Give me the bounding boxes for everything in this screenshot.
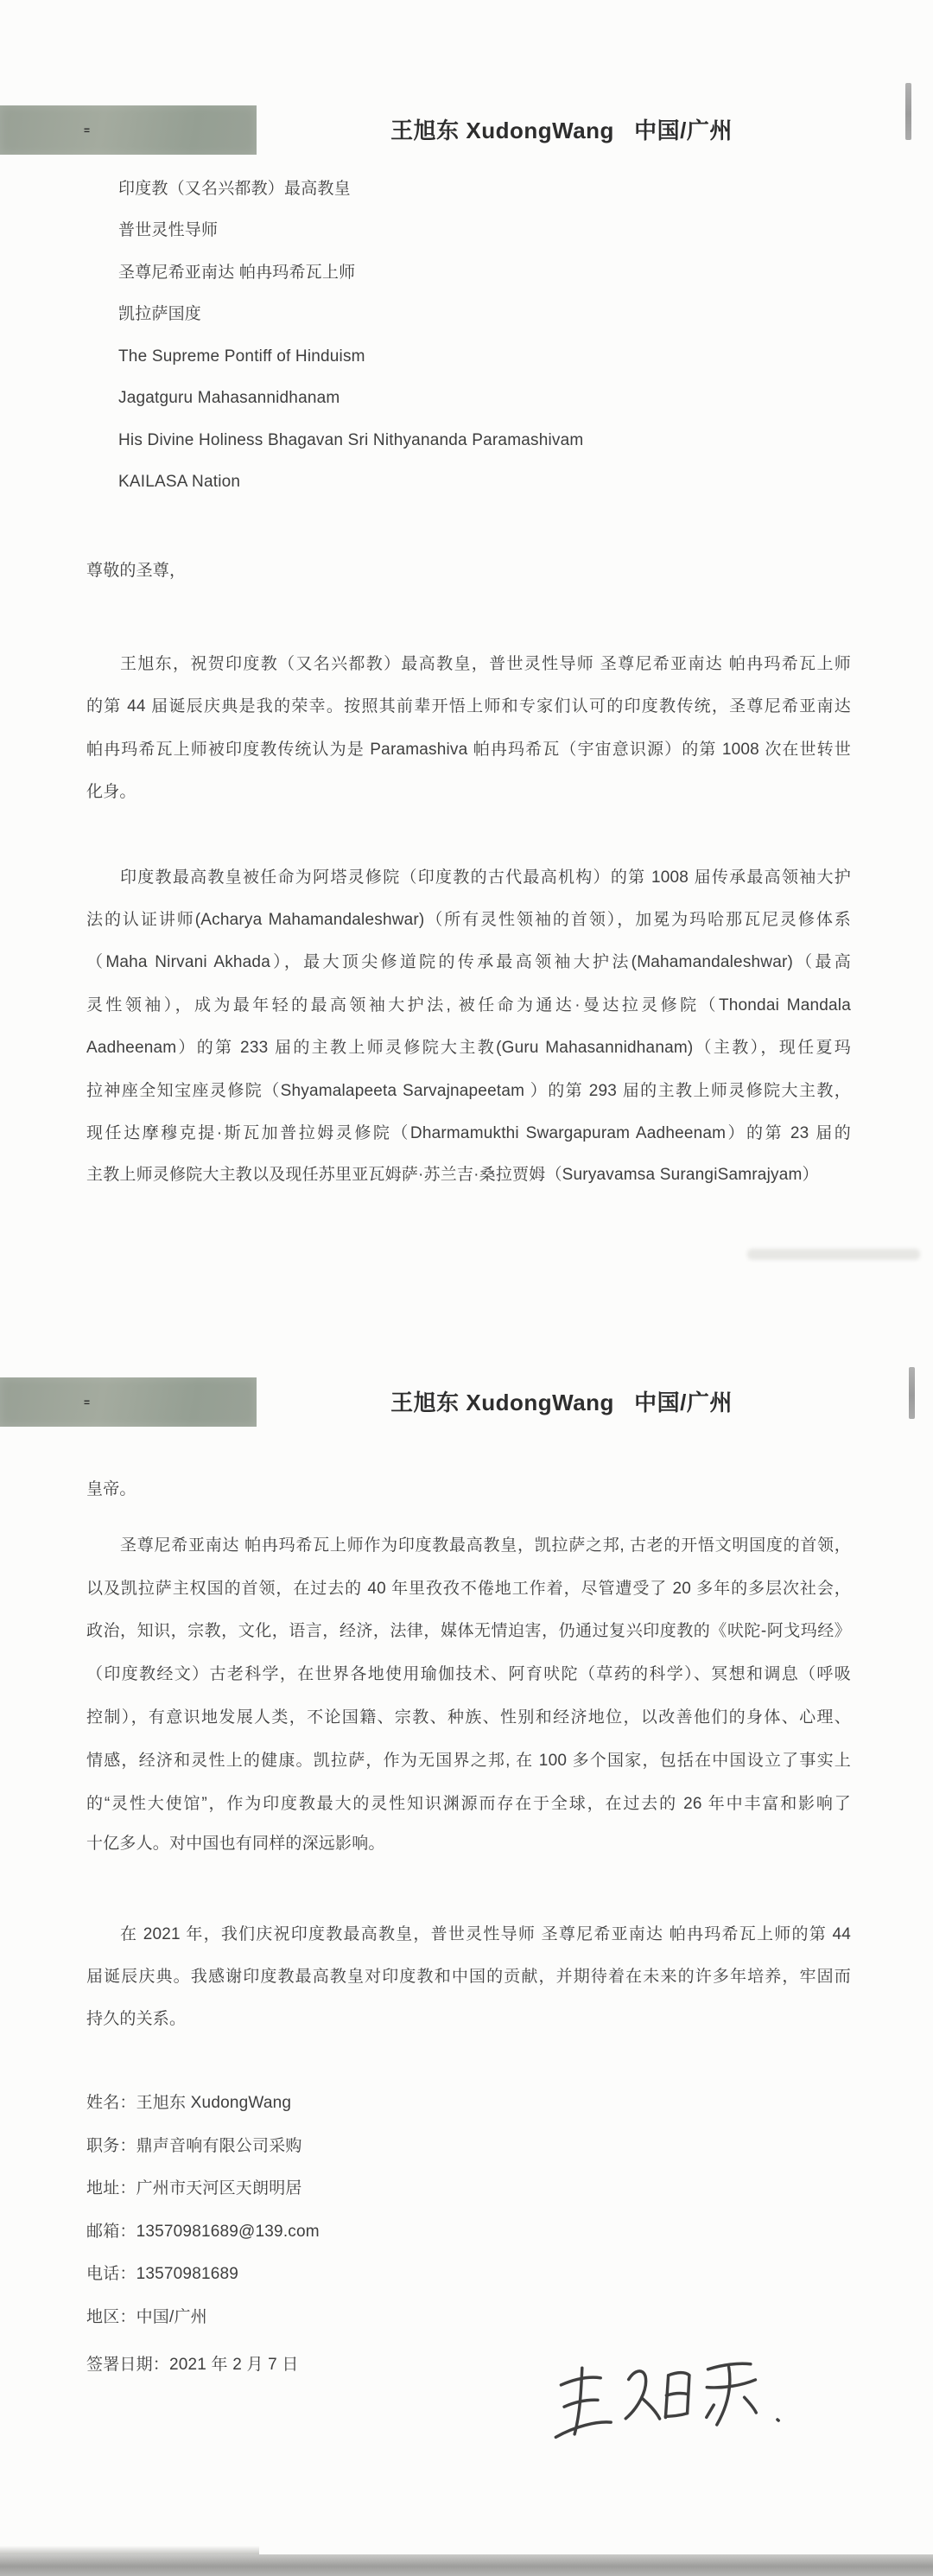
paragraph-line: 在 2021 年，我们庆祝印度教最高教皇，普世灵性导师 圣尊尼希亚南达 帕冉玛希瓦上师的第 44 bbox=[120, 1925, 851, 1943]
redaction-block-page2 bbox=[0, 1377, 257, 1427]
signer-email-line: 邮箱：13570981689@139.com bbox=[86, 2223, 320, 2241]
signer-name-line: 姓名：王旭东 XudongWang bbox=[86, 2094, 292, 2112]
handwritten-signature bbox=[542, 2337, 807, 2471]
scan-binding-mark-page1 bbox=[905, 83, 911, 140]
handwritten-signature-strokes bbox=[542, 2337, 807, 2471]
signing-date-line: 签署日期：2021 年 2 月 7 日 bbox=[86, 2356, 299, 2374]
intro-line: 印度教（又名兴都教）最高教皇 bbox=[118, 180, 351, 198]
paragraph-line: 政治，知识，宗教，文化，语言，经济，法律，媒体无情迫害，仍通过复兴印度教的《吠陀-阿戈玛经》 bbox=[86, 1622, 851, 1640]
scan-edge-band bbox=[0, 2554, 933, 2576]
paragraph-line: 届诞辰庆典。我感谢印度教最高教皇对印度教和中国的贡献，并期待着在未来的许多年培养，牢固而 bbox=[86, 1968, 851, 1986]
paragraph-line: 十亿多人。对中国也有同样的深远影响。 bbox=[86, 1835, 385, 1853]
intro-line: KAILASA Nation bbox=[118, 473, 241, 491]
intro-line: 普世灵性导师 bbox=[118, 221, 219, 239]
intro-line: His Divine Holiness Bhagavan Sri Nithyananda Paramashivam bbox=[118, 431, 584, 449]
paragraph-line: 灵性领袖），成为最年轻的最高领袖大护法, 被任命为通达·曼达拉灵修院（Thondai Mandala bbox=[86, 996, 851, 1014]
signer-position-line: 职务：鼎声音响有限公司采购 bbox=[86, 2137, 302, 2155]
redaction-equals-mark-page2: = bbox=[84, 1396, 91, 1409]
paragraph-line: （Maha Nirvani Akhada），最大顶尖修道院的传承最高领袖大护法(Mahamandaleshwar)（最高 bbox=[86, 953, 851, 971]
redaction-block-page1 bbox=[0, 105, 257, 155]
redaction-equals-mark-page1: = bbox=[84, 124, 91, 137]
paragraph-line: 控制），有意识地发展人类，不论国籍、宗教、种族、性别和经济地位，以改善他们的身体、心理、 bbox=[86, 1708, 851, 1727]
paragraph-line: 情感，经济和灵性上的健康。凯拉萨，作为无国界之邦, 在 100 多个国家，包括在中国设立了事实上 bbox=[86, 1752, 851, 1770]
paragraph-line: 印度教最高教皇被任命为阿塔灵修院（印度教的古代最高机构）的第 1008 届传承最高领袖大护 bbox=[120, 868, 851, 887]
paragraph-line: Aadheenam）的第 233 届的主教上师灵修院大主教(Guru Mahasannidhanam)（主教），现任夏玛 bbox=[86, 1039, 851, 1057]
intro-line: Jagatguru Mahasannidhanam bbox=[118, 389, 340, 407]
paragraph-line: 拉神座全知宝座灵修院（Shyamalapeeta Sarvajnapeetam ）的第 293 届的主教上师灵修院大主教， bbox=[86, 1082, 851, 1100]
signer-region-line: 地区：中国/广州 bbox=[86, 2308, 207, 2326]
paragraph-line: 化身。 bbox=[86, 783, 136, 801]
page1-title: 王旭东 XudongWang 中国/广州 bbox=[390, 118, 733, 143]
paragraph-line: 的第 44 届诞辰庆典是我的荣幸。按照其前辈开悟上师和专家们认可的印度教传统，圣尊尼希亚南达 bbox=[86, 697, 851, 716]
paragraph-line: 现任达摩穆克提·斯瓦加普拉姆灵修院（Dharmamukthi Swargapuram Aadheenam）的第 23 届的 bbox=[86, 1124, 851, 1142]
paragraph-line: 法的认证讲师(Acharya Mahamandaleshwar)（所有灵性领袖的首领），加冕为玛哈那瓦尼灵修体系 bbox=[86, 911, 851, 929]
paragraph-line: 的“灵性大使馆”，作为印度教最大的灵性知识渊源而存在于全球，在过去的 26 年中丰富和影响了 bbox=[86, 1795, 851, 1813]
salutation: 尊敬的圣尊， bbox=[86, 562, 187, 580]
signer-phone-line: 电话：13570981689 bbox=[86, 2265, 239, 2283]
intro-line: 圣尊尼希亚南达 帕冉玛希瓦上师 bbox=[118, 264, 356, 282]
paragraph-line: 持久的关系。 bbox=[86, 2010, 187, 2028]
paragraph-line: 圣尊尼希亚南达 帕冉玛希瓦上师作为印度教最高教皇，凯拉萨之邦, 古老的开悟文明国度的首领， bbox=[120, 1536, 851, 1555]
paragraph-line: 主教上师灵修院大主教以及现任苏里亚瓦姆萨·苏兰吉·桑拉贾姆（Suryavamsa SurangiSamrajyam） bbox=[86, 1166, 819, 1184]
continuation-line: 皇帝。 bbox=[86, 1480, 136, 1498]
paragraph-line: 帕冉玛希瓦上师被印度教传统认为是 Paramashiva 帕冉玛希瓦（宇宙意识源）的第 1008 次在世转世 bbox=[86, 741, 851, 759]
page2-title: 王旭东 XudongWang 中国/广州 bbox=[390, 1390, 733, 1415]
paragraph-line: 王旭东，祝贺印度教（又名兴都教）最高教皇，普世灵性导师 圣尊尼希亚南达 帕冉玛希瓦上师 bbox=[120, 655, 851, 673]
scan-binding-mark-page2 bbox=[909, 1367, 915, 1419]
paragraph-line: 以及凯拉萨主权国的首领，在过去的 40 年里孜孜不倦地工作着，尽管遭受了 20 多年的多层次社会， bbox=[86, 1580, 851, 1598]
paragraph-line: （印度教经文）古老科学，在世界各地使用瑜伽技术、阿育吠陀（草药的科学）、冥想和调息（呼吸 bbox=[86, 1665, 851, 1683]
scan-smudge-artifact bbox=[747, 1249, 920, 1260]
signer-address-line: 地址：广州市天河区天朗明居 bbox=[86, 2179, 302, 2198]
intro-line: The Supreme Pontiff of Hinduism bbox=[118, 347, 365, 366]
intro-line: 凯拉萨国度 bbox=[118, 305, 202, 323]
